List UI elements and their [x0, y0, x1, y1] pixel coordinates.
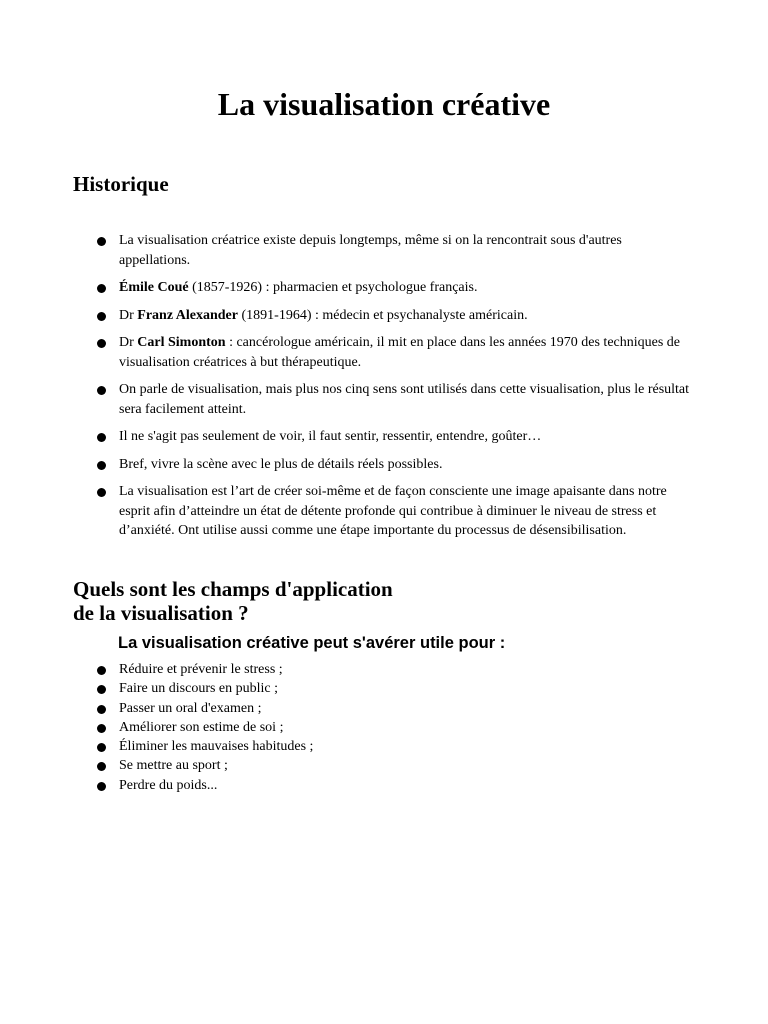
list-item: Il ne s'agit pas seulement de voir, il faut sentir, ressentir, entendre, goûter…: [95, 427, 695, 447]
historique-list: [95, 231, 695, 549]
list-item: Passer un oral d'examen ;: [95, 699, 695, 718]
list-item: On parle de visualisation, mais plus nos cinq sens sont utilisés dans cette visualisation, plus le résultat sera facilement atteint.: [95, 380, 695, 419]
champs-subheading: La visualisation créative peut s'avérer utile pour :: [118, 634, 506, 652]
person-name: Carl Simonton: [137, 335, 226, 350]
person-name: Émile Coué: [119, 280, 189, 295]
person-name: Franz Alexander: [137, 307, 238, 323]
bullet-icon: [97, 762, 106, 771]
list-item: Dr Carl Simonton : cancérologue américain, il mit en place dans les années 1970 des techniques de visualisation créatrices à but thérapeutique.: [95, 333, 695, 372]
list-item: Perdre du poids...: [95, 776, 695, 795]
historique-heading: Historique: [73, 172, 169, 196]
bullet-icon: [97, 433, 106, 442]
bullet-icon: [97, 724, 106, 733]
bullet-icon: [97, 237, 106, 246]
bullet-icon: [97, 488, 106, 497]
bullet-icon: [97, 461, 106, 470]
list-item: Se mettre au sport ;: [95, 756, 695, 775]
list-item: La visualisation créatrice existe depuis longtemps, même si on la rencontrait sous d'autres appellations.: [95, 231, 695, 270]
bullet-icon: [97, 685, 106, 694]
bullet-icon: [97, 743, 106, 752]
bullet-icon: [97, 339, 106, 348]
bullet-icon: [97, 666, 106, 675]
list-item: Émile Coué (1857-1926) : pharmacien et psychologue français.: [95, 278, 695, 298]
list-item: Dr Franz Alexander (1891-1964) : médecin et psychanalyste américain.: [95, 306, 695, 326]
list-item: Bref, vivre la scène avec le plus de détails réels possibles.: [95, 455, 695, 475]
application-list: [95, 660, 695, 795]
bullet-icon: [97, 312, 106, 321]
list-item: Améliorer son estime de soi ;: [95, 718, 695, 737]
champs-heading: Quels sont les champs d'application de la visualisation ?: [73, 577, 393, 625]
page-title: La visualisation créative: [217, 86, 551, 122]
list-item: Réduire et prévenir le stress ;: [95, 660, 695, 679]
list-item: Éliminer les mauvaises habitudes ;: [95, 737, 695, 756]
bullet-icon: [97, 782, 106, 791]
bullet-icon: [97, 386, 106, 395]
list-item: La visualisation est l’art de créer soi-même et de façon consciente une image apaisante dans notre esprit afin d’atteindre un état de détente profonde qui contribue à diminuer le niveau de stress et d’anxiété. Ont utilise aussi comme une étape importante du processus de désensibilisation.: [95, 482, 695, 541]
bullet-icon: [97, 705, 106, 714]
list-item: Faire un discours en public ;: [95, 679, 695, 698]
bullet-icon: [97, 284, 106, 293]
